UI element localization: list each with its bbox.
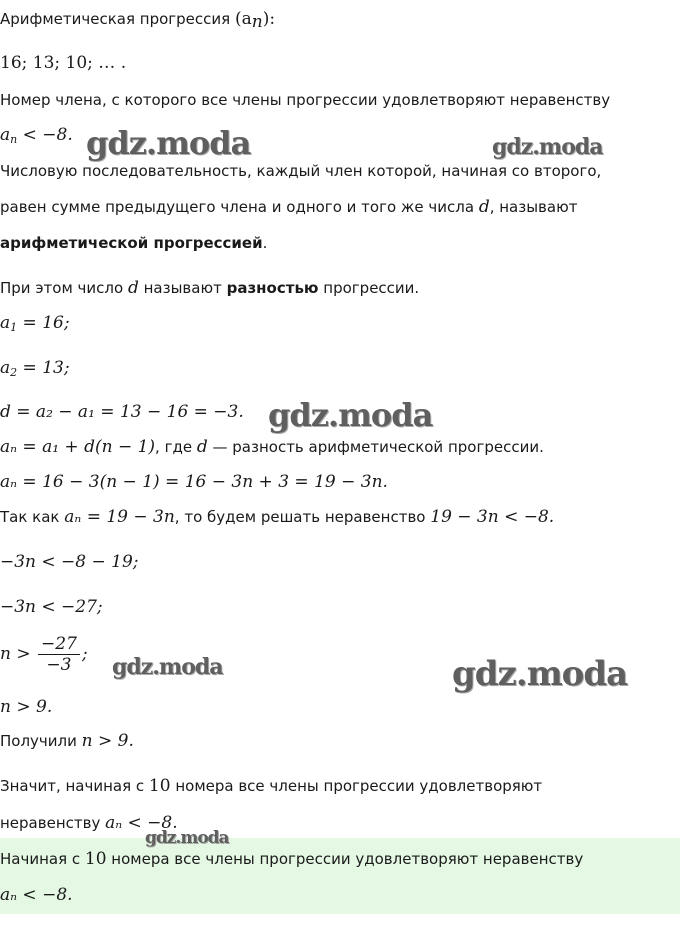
nth-term-formula: aₙ = a₁ + d(n − 1), где d — разность арифметической прогрессии. (0, 437, 544, 457)
watermark: gdz.moda (492, 134, 603, 160)
solution-step-result: n > 9. (0, 697, 53, 717)
difference-calc: d = a₂ − a₁ = 13 − 16 = −3. (0, 402, 244, 422)
solution-step-2: −3n < −27; (0, 597, 103, 617)
first-term: $a_1 = 16$; (0, 313, 70, 334)
conclusion-line-2: неравенству aₙ < −8. (0, 813, 178, 833)
difference-definition: При этом число d называют разностью прогрессии. (0, 278, 420, 298)
inequality-setup: Так как aₙ = 19 − 3n, то будем решать неравенство 19 − 3n < −8. (0, 507, 555, 527)
answer-box (0, 838, 680, 914)
nth-term-substitution: aₙ = 16 − 3(n − 1) = 16 − 3n + 3 = 19 − 3n. (0, 472, 388, 492)
watermark: gdz.moda (112, 654, 223, 680)
obtained-result: Получили n > 9. (0, 731, 134, 751)
question-inequality: $a_n < -8$. (0, 125, 73, 146)
task-heading (0, 8, 275, 33)
question-text: Номер члена, с которого все члены прогрессии удовлетворяют неравенству (0, 91, 611, 109)
watermark: gdz.moda (268, 396, 433, 434)
conclusion-line-1: Значит, начиная с 10 номера все члены прогрессии удовлетворяют (0, 776, 543, 796)
second-term: $a_2 = 13$; (0, 358, 70, 379)
definition-line-2: равен сумме предыдущего члена и одного и того же числа d, называют (0, 197, 578, 217)
solution-step-1: −3n < −8 − 19; (0, 552, 139, 572)
sequence-terms: 16; 13; 10; … . (0, 53, 127, 73)
heading-math: $(a_n)$: (234, 9, 276, 32)
solution-step-fraction: n > $\frac{-27}{-3}$ ; (0, 634, 88, 675)
answer-line-2: aₙ < −8. (0, 885, 73, 905)
heading-text: Арифметическая прогрессия (0, 10, 231, 28)
answer-line-1: Начиная с 10 номера все члены прогрессии удовлетворяют неравенству (0, 849, 584, 869)
term-arithmetic-progression: арифметической прогрессией (0, 234, 263, 252)
watermark: gdz.moda (86, 124, 251, 162)
term-difference: разностью (226, 279, 319, 297)
watermark: gdz.moda (452, 654, 628, 694)
fraction: $\frac{-27}{-3}$ (38, 634, 80, 675)
definition-line-3: арифметической прогрессией. (0, 234, 268, 252)
watermark: gdz.moda (145, 828, 229, 848)
definition-line-1: Числовую последовательность, каждый член которой, начиная со второго, (0, 162, 602, 180)
